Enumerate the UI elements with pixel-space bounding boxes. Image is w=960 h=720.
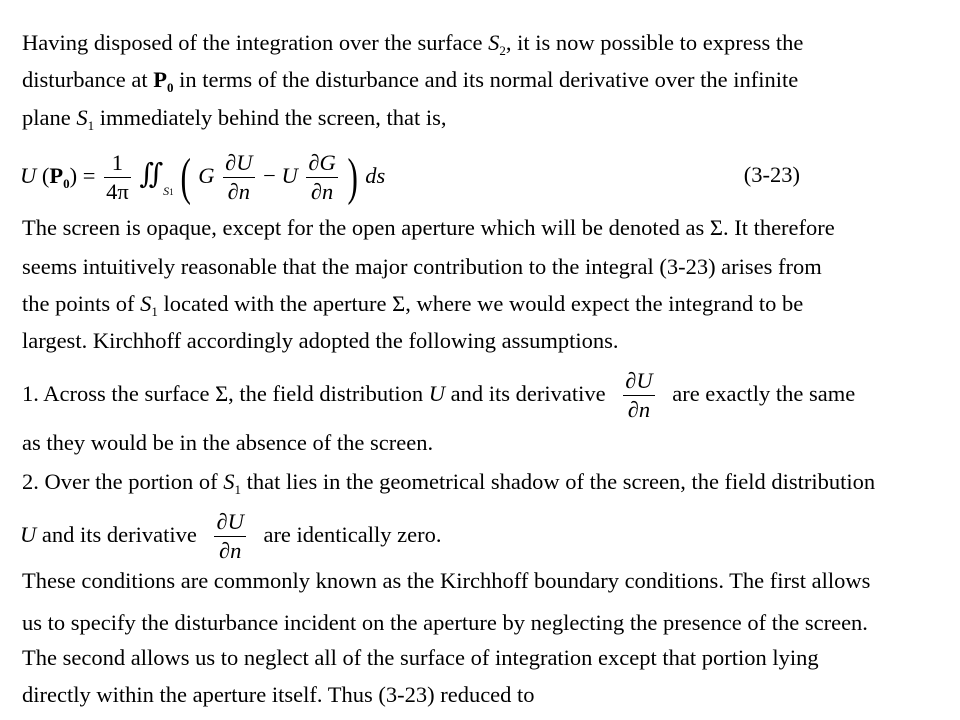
line12-text-c: are identically zero.: [263, 522, 442, 547]
eq-frac-num: ∂G: [306, 150, 337, 178]
text-line-2: [22, 65, 798, 95]
text-line-5: [22, 213, 835, 243]
line6-text: seems intuitively reasonable that the major contribution to the integral (3-23) arises from: [22, 254, 822, 279]
eq-ds: ds: [365, 163, 386, 188]
line3-text-b: immediately behind the screen, that is,: [94, 105, 447, 130]
frac-den: ∂n: [218, 538, 242, 564]
eq-minus: −: [263, 163, 276, 188]
line16-text: directly within the aperture itself. Thus (3-23) reduced to: [22, 682, 535, 707]
line9-text-a: 1. Across the surface Σ, the field distribution: [22, 381, 429, 406]
eq-frac-num: ∂U: [223, 150, 254, 178]
eq-left-paren: (: [180, 148, 192, 206]
eq-fraction-dG-dn: [306, 150, 337, 205]
line2-text-a: disturbance at: [22, 67, 154, 92]
frac-num: ∂U: [214, 509, 245, 537]
eq-P: P: [49, 163, 64, 188]
subscript: 1: [87, 118, 95, 133]
symbol-S: S: [76, 105, 88, 130]
eq-integral-sub-1: 1: [169, 187, 174, 197]
line11-text-a: 2. Over the portion of: [22, 469, 224, 494]
eq-frac-num: 1: [104, 150, 131, 178]
line8-text: largest. Kirchhoff accordingly adopted the following assumptions.: [22, 328, 619, 353]
frac-num: ∂U: [623, 368, 654, 396]
fraction-dU-dn-2: [214, 509, 245, 564]
eq-frac-den: ∂n: [310, 179, 334, 205]
subscript: 1: [234, 482, 241, 497]
symbol-S: S: [488, 30, 500, 55]
equation-number: (3-23): [743, 162, 800, 187]
line7-text-b: located with the aperture Σ, where we would expect the integrand to be: [157, 291, 804, 316]
text-line-11: [22, 467, 875, 497]
text-line-12: [20, 505, 441, 565]
eq-fraction-one-over-4pi: [104, 150, 131, 205]
eq-G: G: [198, 163, 215, 188]
line5-text: The screen is opaque, except for the open aperture which will be denoted as Σ. It therefore: [22, 215, 835, 240]
symbol-P-bold: P: [153, 67, 167, 92]
text-line-7: [22, 289, 803, 319]
text-line-9: [22, 364, 855, 424]
line12-text-b: and its derivative: [36, 522, 197, 547]
subscript: 0: [166, 80, 174, 95]
eq-frac-den: 4π: [106, 179, 129, 205]
line9-text-c: are exactly the same: [672, 381, 856, 406]
line9-text-b: and its derivative: [445, 381, 606, 406]
eq-fraction-dU-dn: [223, 150, 254, 205]
subscript: 1: [151, 304, 158, 319]
text-line-10: [22, 428, 433, 458]
line14-text: us to specify the disturbance incident on the aperture by neglecting the presence of the screen.: [22, 610, 868, 635]
eq-right-paren: ): [347, 148, 359, 206]
line1-text-a: Having disposed of the integration over the surface: [22, 30, 489, 55]
symbol-U: U: [428, 381, 446, 406]
text-line-14: [22, 608, 868, 638]
text-line-15: [22, 643, 819, 673]
eq-frac-den: ∂n: [227, 179, 250, 205]
text-line-16: [22, 680, 535, 710]
line10-text: as they would be in the absence of the screen.: [22, 430, 434, 455]
line3-text-a: plane: [22, 105, 77, 130]
subscript: 2: [499, 43, 506, 58]
symbol-S: S: [140, 291, 152, 316]
eq-integral-sub-S: S: [163, 184, 170, 198]
fraction-dU-dn: [623, 368, 654, 423]
line13-text: These conditions are commonly known as the Kirchhoff boundary conditions. The first allows: [22, 568, 871, 593]
frac-den: ∂n: [627, 397, 651, 423]
line11-text-b: that lies in the geometrical shadow of the screen, the field distribution: [240, 469, 876, 494]
eq-U2: U: [281, 163, 298, 188]
line1-text-b: , it is now possible to express the: [505, 30, 804, 55]
equation-3-23: U $(P_0)$ = $\frac{1}{4\pi}$ $∬_{S1}$ ( G $\frac{\partial U}{\partial n}$ − U $\frac{\partial G}{\partial n}$ ) ds (3-23): [20, 140, 880, 210]
text-line-6: [22, 252, 822, 282]
eq-equals: =: [82, 163, 96, 188]
symbol-S: S: [223, 469, 235, 494]
text-line-13: [22, 566, 870, 596]
text-line-3: [22, 103, 447, 133]
text-line-1: [22, 28, 803, 58]
line7-text-a: the points of: [22, 291, 141, 316]
eq-P-sub: 0: [63, 176, 70, 191]
eq-U: U: [20, 163, 37, 188]
line2-text-b: in terms of the disturbance and its normal derivative over the infinite: [173, 67, 799, 92]
line15-text: The second allows us to neglect all of the surface of integration except that portion lying: [22, 645, 819, 670]
symbol-U: U: [20, 522, 37, 547]
text-line-8: [22, 326, 619, 356]
eq-double-integral: ∬: [139, 159, 164, 190]
